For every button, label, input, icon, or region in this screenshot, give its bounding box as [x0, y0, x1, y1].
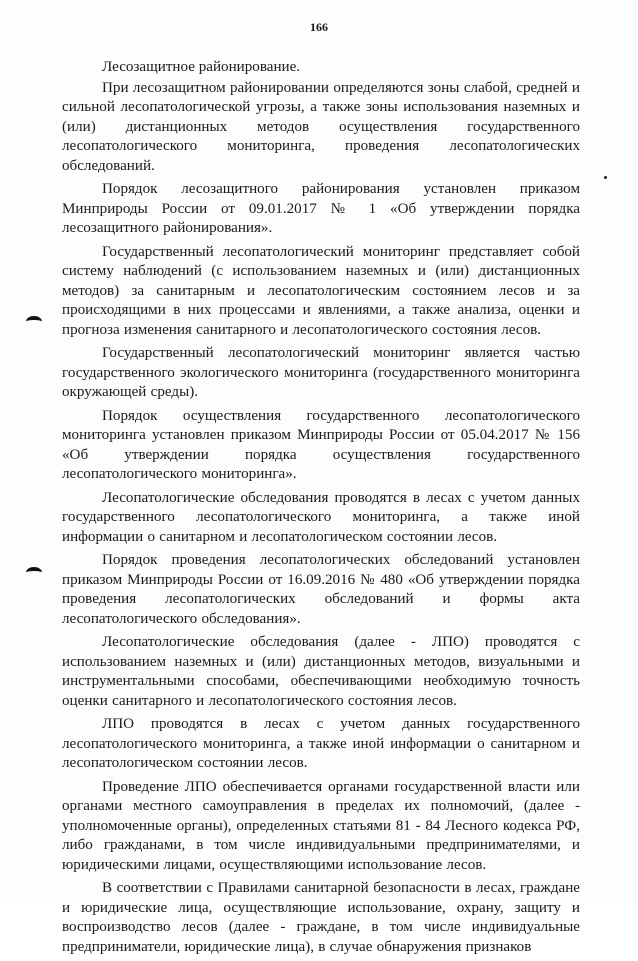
paragraph: Лесопатологические обследования проводятся в лесах с учетом данных государственного лесопатологического мониторинга, а также иной информации о санитарном и лесопатологическом состоянии лесов.: [62, 489, 580, 545]
scan-speck: [604, 176, 607, 179]
paragraph: Порядок осуществления государственного лесопатологического мониторинга установлен приказом Минприроды России от 05.04.2017 № 156 «Об утверждении порядка осуществления государственного лесопатологического мониторинга».: [62, 407, 580, 482]
paragraph: Лесопатологические обследования (далее - ЛПО) проводятся с использованием наземных и (или) дистанционных методов, визуальными и инструментальными способами, обеспечивающими необходимую точность оценки санитарного и лесопатологического состояния лесов.: [62, 634, 580, 709]
section-heading: Лесозащитное районирование.: [102, 59, 301, 75]
paragraph: Государственный лесопатологический мониторинг представляет собой систему наблюдений (с использованием наземных и (или) дистанционных методов) за санитарным и лесопатологическим состоянием лесов и за происходящими в них процессами и явлениями, а также анализа, оценки и прогноза изменения санитарного и лесопатологического состояния лесов.: [62, 243, 580, 338]
paragraph: Порядок лесозащитного районирования установлен приказом Минприроды России от 09.01.2017 № 1 «Об утверждении порядка лесозащитного районирования».: [62, 181, 580, 236]
hole-punch-mark: [26, 567, 42, 578]
document-body: [62, 58, 580, 961]
hole-punch-mark: [26, 316, 42, 327]
page-number: 166: [310, 20, 328, 34]
paragraph: При лесозащитном районировании определяются зоны слабой, средней и сильной лесопатологической угрозы, а также зоны использования наземных и (или) дистанционных методов осуществления государственного лесопатологического мониторинга, проведения лесопатологических обследований.: [62, 79, 580, 174]
paragraph: ЛПО проводятся в лесах с учетом данных государственного лесопатологического мониторинга, а также иной информации о санитарном и лесопатологическом состоянии лесов.: [62, 716, 580, 771]
paragraph: Государственный лесопатологический мониторинг является частью государственного экологического мониторинга (государственного мониторинга окружающей среды).: [62, 345, 580, 400]
paragraph: Порядок проведения лесопатологических обследований установлен приказом Минприроды России от 16.09.2016 № 480 «Об утверждении порядка проведения лесопатологических обследований и формы акта лесопатологического обследования».: [62, 552, 580, 627]
paragraph: В соответствии с Правилами санитарной безопасности в лесах, граждане и юридические лица, осуществляющие использование, охрану, защиту и воспроизводство лесов (далее - граждане, в том числе индивидуальные предприниматели, юридические лица), в случае обнаружения признаков: [62, 880, 580, 955]
paragraph: Проведение ЛПО обеспечивается органами государственной власти или органами местного самоуправления в пределах их полномочий, (далее - уполномоченные органы), определенных статьями 81 - 84 Лесного кодекса РФ, либо гражданами, в том числе индивидуальными предпринимателями, и юридическими лицами, осуществляющими использование лесов.: [62, 778, 580, 873]
